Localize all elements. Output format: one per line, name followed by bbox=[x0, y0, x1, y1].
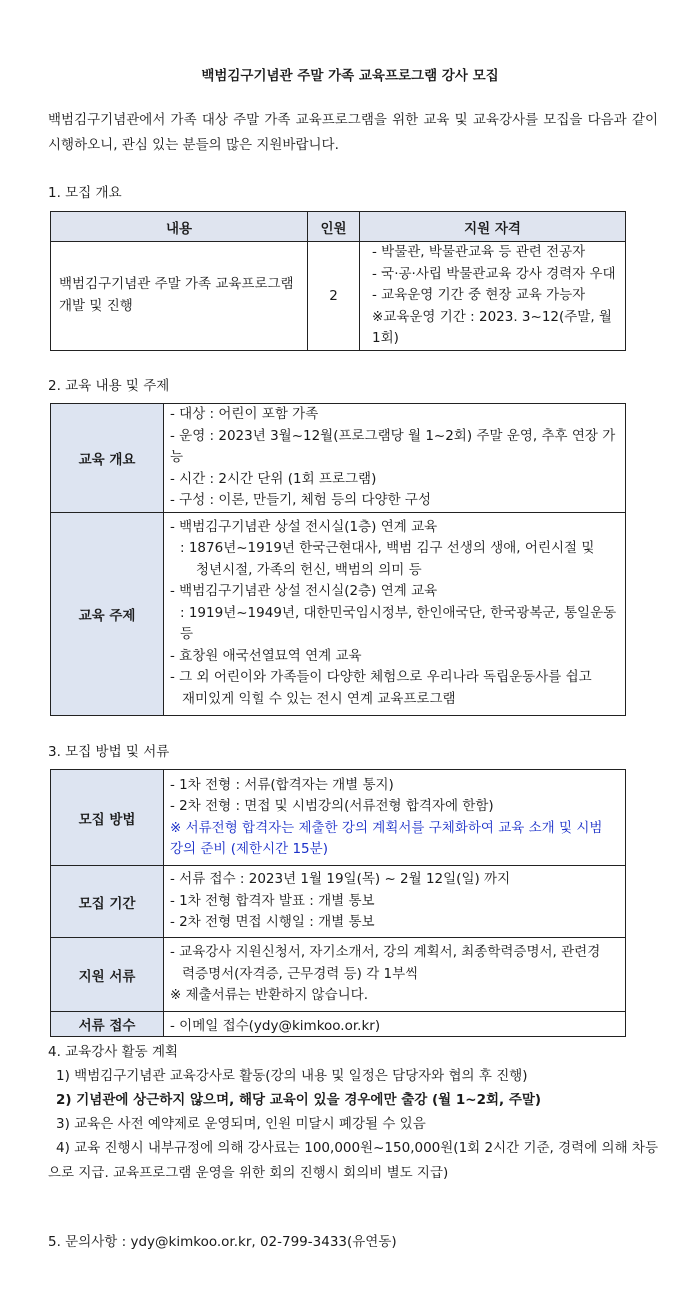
topic-line: 재미있게 익힐 수 있는 전시 연계 교육프로그램 bbox=[182, 690, 456, 707]
docs-line: 력증명서(자격증, 근무경력 등) 각 1부씩 bbox=[182, 965, 419, 982]
method-notice: ※ 서류전형 합격자는 제출한 강의 계획서를 구체화하여 교육 소개 및 시범 bbox=[170, 819, 603, 836]
overview-line: - 시간 : 2시간 단위 (1회 프로그램) bbox=[170, 470, 377, 487]
qualification-line: - 교육운영 기간 중 현장 교육 가능자 bbox=[372, 287, 586, 303]
activity-item: 1) 백범김구기념관 교육강사로 활동(강의 내용 및 일정은 담당자와 협의 후 진행) bbox=[56, 1068, 528, 1084]
overview-line: - 운영 : 2023년 3월~12월(프로그램당 월 1~2회) 주말 운영, 추후 연장 가능 bbox=[170, 427, 616, 465]
period-line: - 1차 전형 합격자 발표 : 개별 통보 bbox=[170, 892, 375, 909]
header-qualification: 지원 자격 bbox=[360, 212, 626, 242]
qualification-line: - 국·공·사립 박물관교육 강사 경력자 우대 bbox=[372, 265, 616, 282]
topic-line: - 백범김구기념관 상설 전시실(1층) 연계 교육 bbox=[170, 518, 438, 535]
overview-label: 교육 개요 bbox=[51, 404, 164, 513]
activity-item: 2) 기념관에 상근하지 않으며, 해당 교육이 있을 경우에만 출강 (월 1~2회, 주말) bbox=[56, 1092, 542, 1108]
contact-info: 5. 문의사항 : ydy@kimkoo.or.kr, 02-799-3433(유연동) bbox=[48, 1234, 397, 1250]
section2-heading: 2. 교육 내용 및 주제 bbox=[48, 378, 170, 394]
topic-line: - 백범김구기념관 상설 전시실(2층) 연계 교육 bbox=[170, 583, 438, 600]
docs-cell bbox=[164, 938, 626, 1012]
document-title: 백범김구기념관 주말 가족 교육프로그램 강사 모집 bbox=[201, 68, 499, 84]
method-cell bbox=[164, 770, 626, 866]
topic-cell bbox=[164, 512, 626, 715]
topic-line: : 1919년~1949년, 대한민국임시정부, 한인애국단, 한국광복군, 통일운동 등 bbox=[180, 604, 617, 643]
method-line: - 1차 전형 : 서류(합격자는 개별 통지) bbox=[170, 776, 394, 793]
period-line: - 서류 접수 : 2023년 1월 19일(목) ~ 2월 12일(일) 까지 bbox=[170, 871, 511, 888]
education-table bbox=[50, 403, 626, 716]
topic-line: 청년시절, 가족의 헌신, 백범의 의미 등 bbox=[196, 561, 422, 578]
content-cell: 백범김구기념관 주말 가족 교육프로그램 개발 및 진행 bbox=[51, 242, 308, 351]
section1-heading: 1. 모집 개요 bbox=[48, 185, 122, 201]
activity-item: 3) 교육은 사전 예약제로 운영되며, 인원 미달시 폐강될 수 있음 bbox=[56, 1116, 426, 1132]
docs-line: - 교육강사 지원신청서, 자기소개서, 강의 계획서, 최종학력증명서, 관련경 bbox=[170, 944, 601, 961]
method-label: 모집 방법 bbox=[51, 770, 164, 866]
submit-label: 서류 접수 bbox=[51, 1012, 164, 1037]
qualification-line: - 박물관, 박물관교육 등 관련 전공자 bbox=[372, 244, 586, 260]
submit-cell: - 이메일 접수(ydy@kimkoo.or.kr) bbox=[164, 1012, 626, 1037]
overview-line: - 구성 : 이론, 만들기, 체험 등의 다양한 구성 bbox=[170, 492, 431, 508]
qualification-line: ※교육운영 기간 : 2023. 3~12(주말, 월 1회) bbox=[372, 308, 612, 346]
method-line: - 2차 전형 : 면접 및 시범강의(서류전형 합격자에 한함) bbox=[170, 798, 494, 814]
recruit-overview-table bbox=[50, 211, 626, 351]
period-cell bbox=[164, 866, 626, 938]
header-count: 인원 bbox=[308, 212, 360, 242]
section4-heading: 4. 교육강사 활동 계획 bbox=[48, 1044, 179, 1060]
docs-line: ※ 제출서류는 반환하지 않습니다. bbox=[170, 987, 369, 1004]
topic-label: 교육 주제 bbox=[51, 512, 164, 715]
application-table bbox=[50, 769, 626, 1037]
topic-line: : 1876년~1919년 한국근현대사, 백범 김구 선생의 생애, 어린시절 및 bbox=[180, 540, 595, 557]
method-notice: 강의 준비 (제한시간 15분) bbox=[170, 841, 328, 857]
overview-cell bbox=[164, 404, 626, 513]
period-label: 모집 기간 bbox=[51, 866, 164, 938]
topic-line: - 효창원 애국선열묘역 연계 교육 bbox=[170, 647, 362, 664]
docs-label: 지원 서류 bbox=[51, 938, 164, 1012]
header-content: 내용 bbox=[51, 212, 308, 242]
qualification-cell bbox=[360, 242, 626, 351]
intro-paragraph: 백범김구기념관에서 가족 대상 주말 가족 교육프로그램을 위한 교육 및 교육강사를 모집을 다음과 같이 시행하오니, 관심 있는 분들의 많은 지원바랍니다. bbox=[48, 112, 658, 153]
overview-line: - 대상 : 어린이 포함 가족 bbox=[170, 406, 319, 422]
activity-item: 4) 교육 진행시 내부규정에 의해 강사료는 100,000원~150,000원(1회 2시간 기준, 경력에 의해 차등으로 지급. 교육프로그램 운영을 위한 회의 진행시 회의비 별도 지급) bbox=[48, 1140, 658, 1181]
topic-line: - 그 외 어린이와 가족들이 다양한 체험으로 우리나라 독립운동사를 쉽고 bbox=[170, 669, 592, 686]
count-cell: 2 bbox=[308, 242, 360, 351]
period-line: - 2차 전형 면접 시행일 : 개별 통보 bbox=[170, 914, 375, 931]
section3-heading: 3. 모집 방법 및 서류 bbox=[48, 744, 170, 760]
